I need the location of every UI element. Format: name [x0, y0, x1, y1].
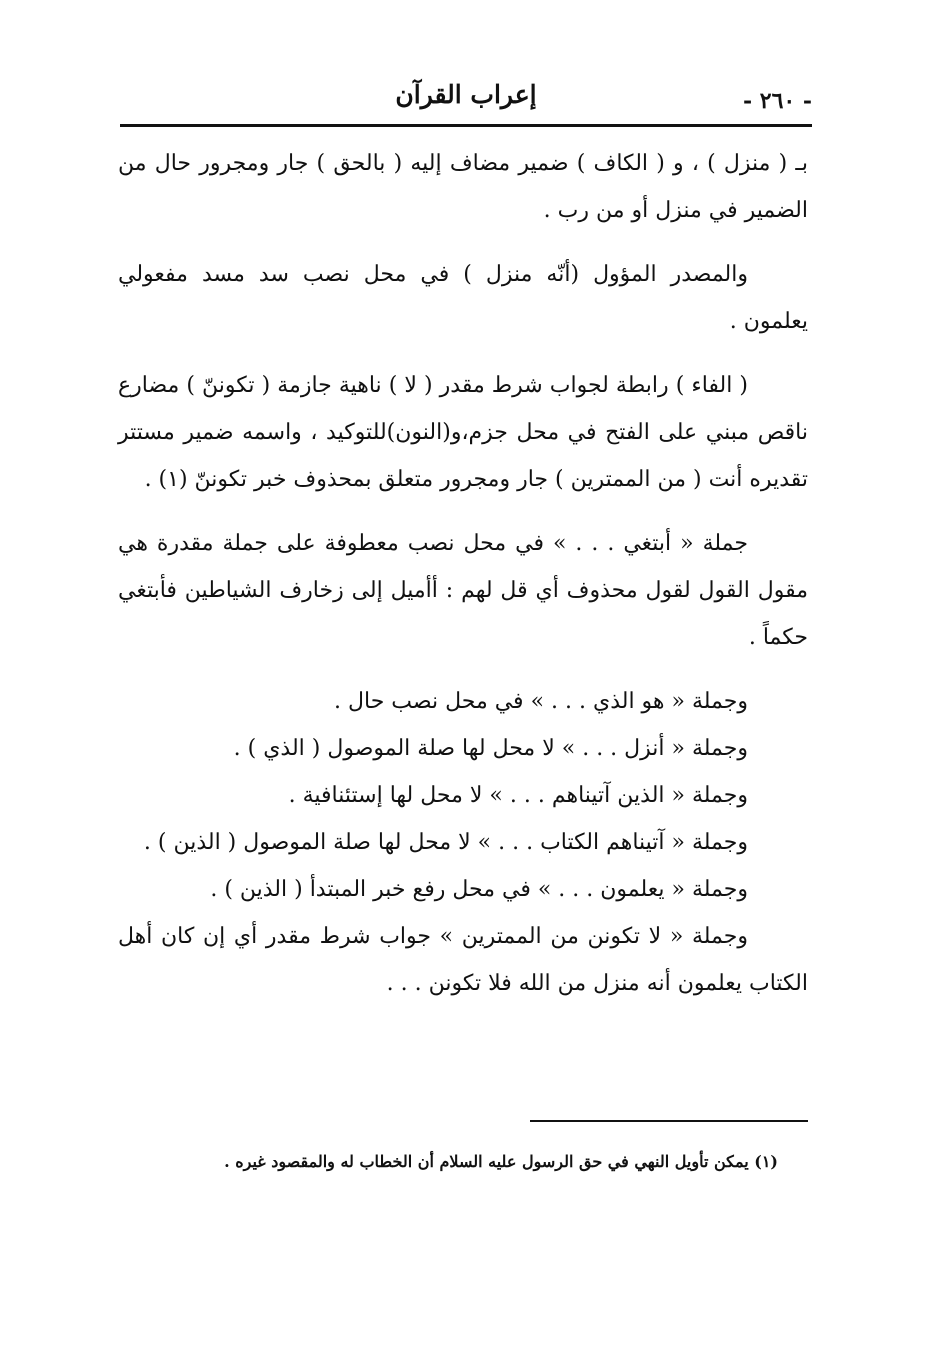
body-text — [118, 140, 808, 1007]
paragraph-1: بـ ( منزل ) ، و ( الكاف ) ضمير مضاف إليه ( بالحق ) جار ومجرور حال من الضمير في منزل أو من رب . — [118, 151, 808, 223]
paragraph-2: والمصدر المؤول (أنّه منزل ) في محل نصب سد مسد مفعولي يعلمون . — [118, 262, 808, 334]
paragraph-4: جملة « أبتغي . . . » في محل نصب معطوفة على جملة مقدرة هي مقول القول لقول محذوف أي قل لهم : أأميل إلى زخارف الشياطين فأبتغي حكماً . — [118, 531, 808, 650]
paragraph-3: ( الفاء ) رابطة لجواب شرط مقدر ( لا ) ناهية جازمة ( تكوننّ ) مضارع ناقص مبني على الفتح في محل جزم،و(النون)للتوكيد ، واسمه ضمير مستتر تقديره أنت ( من الممترين ) جار ومجرور متعلق بمحذوف خبر تكوننّ (١) . — [118, 373, 808, 492]
sentence-item-5: وجملة « يعلمون . . . » في محل رفع خبر المبتدأ ( الذين ) . — [210, 877, 748, 902]
page-number: - ٢٦٠ - — [742, 88, 812, 114]
sentence-item-2: وجملة « أنزل . . . » لا محل لها صلة الموصول ( الذي ) . — [233, 736, 748, 761]
sentence-item-1: وجملة « هو الذي . . . » في محل نصب حال . — [334, 689, 748, 714]
sentence-item-3: وجملة « الذين آتيناهم . . . » لا محل لها إستئنافية . — [288, 783, 748, 808]
sentence-item-4: وجملة « آتيناهم الكتاب . . . » لا محل لها صلة الموصول ( الذين ) . — [143, 830, 748, 855]
running-title: إعراب القرآن — [395, 80, 537, 109]
sentence-item-6: وجملة « لا تكونن من الممترين » جواب شرط مقدر أي إن كان أهل الكتاب يعلمون أنه منزل من الله فلا تكونن . . . — [118, 924, 808, 996]
footnote: (١) يمكن تأويل النهي في حق الرسول عليه السلام أن الخطاب له والمقصود غيره . — [224, 1152, 778, 1171]
page-header — [120, 80, 812, 125]
footnote-rule — [530, 1120, 808, 1122]
header-rule — [120, 124, 812, 127]
